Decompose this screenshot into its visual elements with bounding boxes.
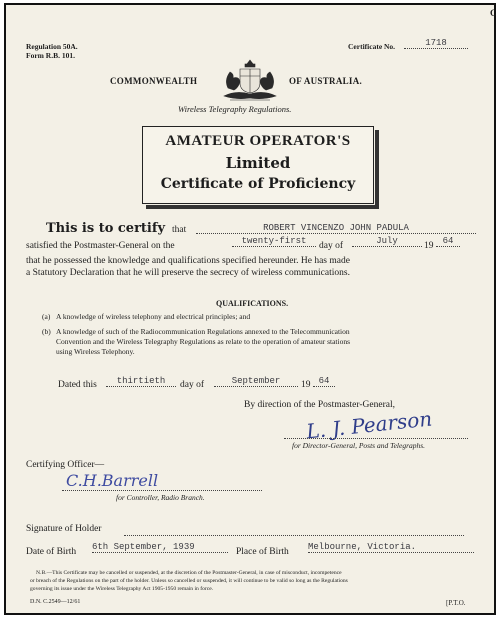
coat-of-arms-icon [218,58,282,104]
title-line-1: AMATEUR OPERATOR'S [165,133,351,149]
title-line-3: Certificate of Proficiency [160,176,356,192]
form-number: Form R.B. 101. [26,51,75,60]
director-signature: L. J. Pearson [305,406,434,444]
footer-note-line-3: governing its issue under the Wireless Telegraphy Act 1905-1950 remain in force. [30,586,214,592]
regulation-number: Regulation 50A. [26,42,78,51]
qualification-a-text: A knowledge of wireless telephony and electrical principles; and [56,312,251,321]
qualification-b-label: (b) [42,327,51,336]
holder-signature-line [124,534,464,536]
issue-day: thirtieth [106,376,176,387]
of-australia-label: OF AUSTRALIA. [289,76,363,86]
certify-line-2: satisfied the Postmaster-General on the [26,241,175,251]
holder-signature-label: Signature of Holder [26,524,102,534]
issue-month: September [214,376,298,387]
form-code: D.N. C.2549—12/61 [30,599,81,605]
regulations-title: Wireless Telegraphy Regulations. [178,104,292,114]
certify-lead: This is to certify [46,221,166,236]
certify-line-3: that he possessed the knowledge and qualifications specified hereunder. He has made [26,256,350,266]
certifying-officer-label: Certifying Officer— [26,460,105,470]
dated-label: Dated this [58,380,97,390]
certificate-number: 1718 [404,38,468,49]
exam-year-prefix: 19 [424,241,434,251]
officer-signature-line [62,489,262,491]
footer-note-line-2: or breach of the Regulations on the part of the holder. Unless so cancelled or suspended, it will continue to be valid so long as the Regulations [30,578,348,584]
dob-value: 6th September, 1939 [92,542,228,553]
issue-year-prefix: 19 [301,380,311,390]
pob-value: Melbourne, Victoria. [308,542,474,553]
title-line-2: Limited [225,154,291,172]
holder-name: ROBERT VINCENZO JOHN PADULA [196,223,476,234]
issue-day-of: day of [180,380,205,390]
qualification-b-line-3: using Wireless Telephony. [56,347,135,356]
corner-mark: C [490,8,497,18]
exam-day: twenty-first [232,236,316,247]
issue-year: 64 [313,376,335,387]
direction-label: By direction of the Postmaster-General, [244,400,395,410]
commonwealth-label: COMMONWEALTH [110,76,198,86]
pob-label: Place of Birth [236,547,289,557]
exam-day-of: day of [319,241,344,251]
pto-label: [P.T.O. [446,599,466,607]
title-box [142,126,374,204]
certificate-number-label: Certificate No. [348,42,396,51]
qualification-b-line-2: Convention and the Wireless Telegraphy Regulations as relate to the operation of amateur stations [56,337,351,346]
officer-signature: C.H.Barrell [66,471,159,490]
dob-label: Date of Birth [26,547,77,557]
exam-year: 64 [436,236,460,247]
qualification-b-line-1: A knowledge of such of the Radiocommunication Regulations annexed to the Telecommunication [56,327,350,336]
exam-month: July [352,236,422,247]
footer-note-line-1: N.B.—This Certificate may be cancelled or suspended, at the discretion of the Postmaster-General, in case of misconduct, incompetence [36,570,342,576]
for-controller-label: for Controller, Radio Branch. [116,493,205,502]
director-signature-line [284,437,468,439]
certify-line-4: a Statutory Declaration that he will preserve the secrecy of wireless communications. [26,268,350,278]
certify-that: that [172,225,187,235]
for-director-label: for Director-General, Posts and Telegraphs. [292,441,426,450]
qualification-a-label: (a) [42,312,51,321]
qualifications-heading: QUALIFICATIONS. [216,299,289,308]
certificate [4,3,496,615]
